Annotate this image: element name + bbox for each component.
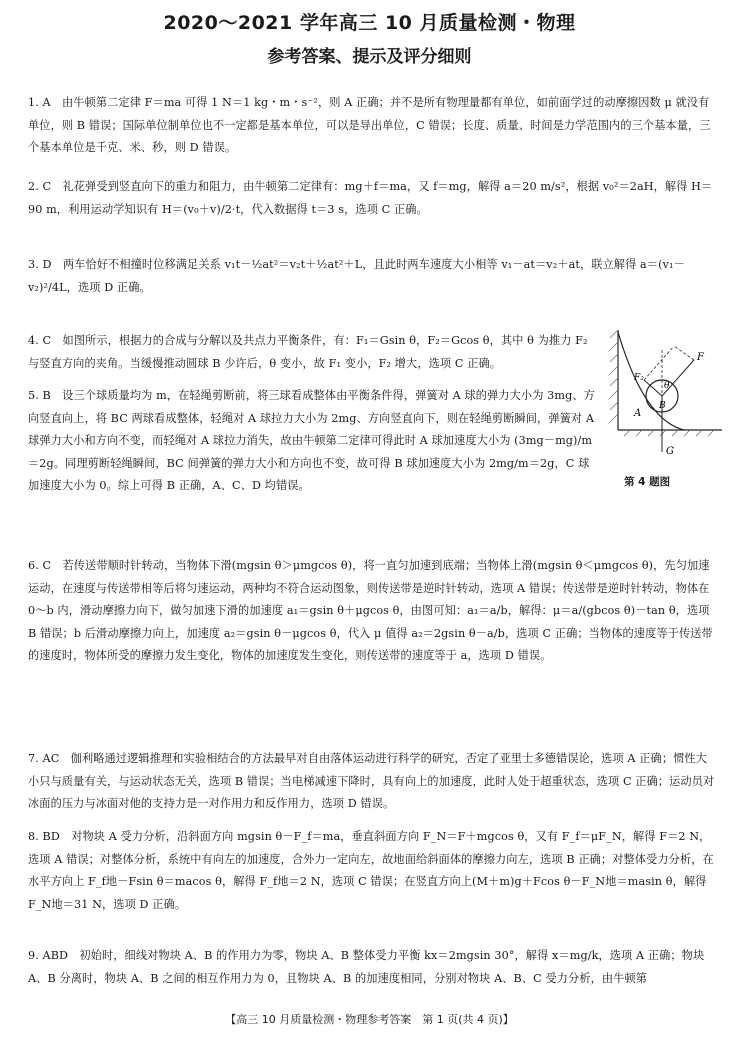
answer-q8: 8. BD 对物块 A 受力分析，沿斜面方向 mgsin θ－F_f＝ma，垂直斜面方向 F_N＝F＋mgcos θ，又有 F_f＝μF_N，解得 F＝2 N，选项 A 错误；对整体分析，系统中有向左的加速度，合外力一定向左，故地面给斜面体的摩擦力向左，选项 B 正确；对整体受力分析，在水平方向上 F_f地－Fsin θ＝macos θ，解得 F_f地＝2 N，选项 C 错误；在竖直方向上(M＋m)g＋Fcos θ－F_N地＝masin θ，解得 F_N地＝31 N，选项 D 正确。 xyxy=(28,830,714,911)
figure-label-theta: θ xyxy=(664,381,670,391)
answer-q3: 3. D 两车恰好不相撞时位移满足关系 v₁t－½at²＝v₂t＋½at²＋L，且此时两车速度大小相等 v₁－at＝v₂＋at，联立解得 a＝(v₁－v₂)²/4L，选项 D 正确。 xyxy=(28,258,685,294)
figure-label-B: B xyxy=(659,401,666,411)
figure-caption: 第 4 题图 xyxy=(624,476,671,488)
answer-q5: 5. B 设三个球质量均为 m，在轻绳剪断前，将三球看成整体由平衡条件得，弹簧对 A 球的弹力大小为 3mg、方向竖直向上，将 BC 两球看成整体，轻绳对 A 球拉力大小为 2mg、方向竖直向下，则在轻绳剪断瞬间，弹簧对 A 球弹力大小和方向不变，而轻绳对 A 球拉力消失，故由牛顿第二定律可得此时 A 球加速度大小为 (3mg－mg)/m＝2g。同理剪断轻绳瞬间，BC 间弹簧的弹力大小和方向也不变，故可得 B 球加速度大小为 2mg/m＝2g，C 球加速度大小为 0。综上可得 B 正确，A、C、D 均错误。 xyxy=(28,389,595,492)
answer-q6: 6. C 若传送带顺时针转动，当物体下滑(mgsin θ＞μmgcos θ)，将一直匀加速到底端；当物体上滑(mgsin θ＜μmgcos θ)，先匀加速运动，在速度与传送带相等后将匀速运动，两种均不符合运动图象，则传送带是逆时针转动，选项 A 错误；传送带是逆时针转动，物体在 0～b 内，滑动摩擦力向下，做匀加速下滑的加速度 a₁＝gsin θ＋μgcos θ，由图可知：a₁＝a/b，解得：μ＝a/(gbcos θ)－tan θ，选项 B 错误；b 后滑动摩擦力向上，加速度 a₂＝gsin θ－μgcos θ，代入 μ 值得 a₂＝2gsin θ－a/b，选项 C 正确；当物体的速度等于传送带的速度时，物体所受的摩擦力发生变化，物体的加速度发生变化，则传送带的速度等于 a，选项 D 错误。 xyxy=(28,559,713,662)
page-subtitle: 参考答案、提示及评分细则 xyxy=(267,47,472,67)
answer-q9: 9. ABD 初始时，细线对物块 A、B 的作用力为零，物块 A、B 整体受力平衡 kx＝2mgsin 30°，解得 x＝mg/k，选项 A 正确；物块 A、B 分离时，物块 A、B 之间的相互作用力为 0，且物块 A、B 的加速度相同，分别对物块 A、B、C 受力分析，由牛顿第 xyxy=(28,949,705,985)
page-title: 2020～2021 学年高三 10 月质量检测・物理 xyxy=(163,12,576,34)
answer-q7: 7. AC 伽利略通过逻辑推理和实验相结合的方法最早对自由落体运动进行科学的研究，否定了亚里士多德错误论，选项 A 正确；惯性大小只与质量有关，与运动状态无关，选项 B 错误；当电梯减速下降时，具有向上的加速度，此时人处于超重状态，选项 C 正确；运动员对冰面的压力与冰面对他的支持力是一对作用力和反作用力，选项 D 错误。 xyxy=(28,752,715,810)
figure-q4-diagram xyxy=(604,330,722,460)
figure-label-F2: F₂ xyxy=(634,373,644,383)
answer-q1: 1. A 由牛顿第二定律 F＝ma 可得 1 N＝1 kg・m・s⁻²，则 A 正确；并不是所有物理量都有单位，如前面学过的动摩擦因数 μ 就没有单位，则 B 错误；国际单位制单位也不一定都是基本单位，可以是导出单位，C 错误；长度、质量、时间是力学范围内的三个基本量，三个基本单位是千克、米、秒，则 D 错误。 xyxy=(28,96,711,154)
figure-label-A: A xyxy=(634,408,642,419)
answer-q2: 2. C 礼花弹受到竖直向下的重力和阻力，由牛顿第二定律有：mg＋f＝ma，又 f＝mg，解得 a＝20 m/s²，根据 v₀²＝2aH，解得 H＝90 m，利用运动学知识有 H＝(v₀＋v)/2·t，代入数据得 t＝3 s，选项 C 正确。 xyxy=(28,180,713,216)
figure-label-G: G xyxy=(666,446,674,457)
page-footer: 【高三 10 月质量检测・物理参考答案 第 1 页(共 4 页)】 xyxy=(225,1013,514,1026)
answer-q4: 4. C 如图所示，根据力的合成与分解以及共点力平衡条件，有：F₁＝Gsin θ，F₂＝Gcos θ，其中 θ 为推力 F₂ 与竖直方向的夹角。当缓慢推动圆球 B 少许后，θ 变小，故 F₁ 变小，F₂ 增大，选项 C 正确。 xyxy=(28,334,588,370)
figure-label-F: F xyxy=(697,352,704,363)
